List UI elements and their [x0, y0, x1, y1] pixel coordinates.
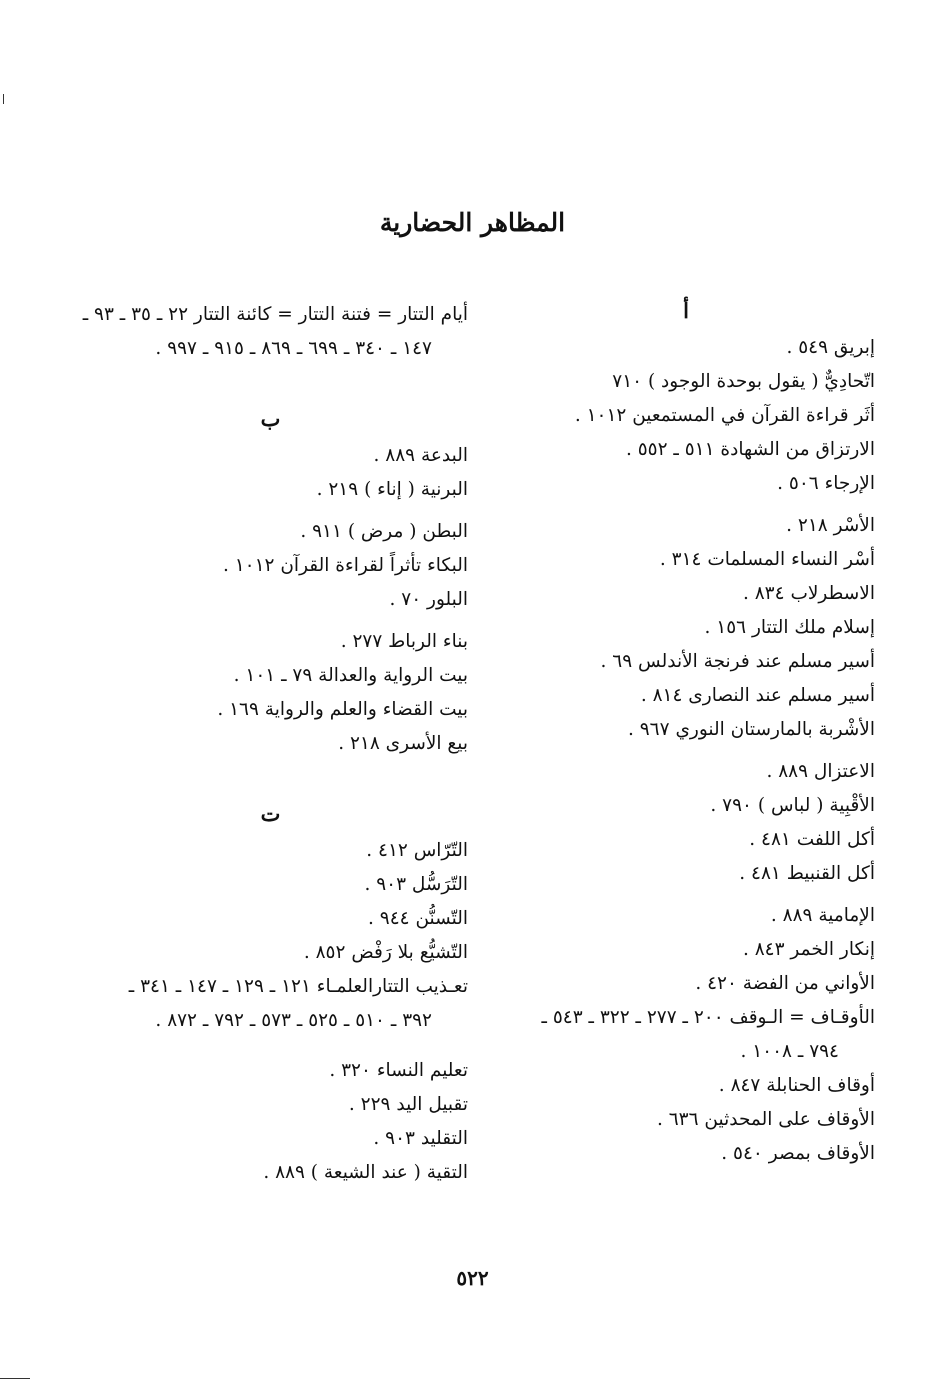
index-entry: بيت القضاء والعلم والرواية ١٦٩ . [217, 699, 468, 720]
section-letter-ba: ب [260, 406, 281, 431]
index-entry: اتّحادِيٌّ ( يقول بوحدة الوجود ) ٧١٠ [612, 371, 875, 392]
index-entry: أكل اللفت ٤٨١ . [749, 829, 875, 850]
page-number: ٥٢٢ [456, 1266, 489, 1290]
scan-mark [3, 94, 4, 104]
index-entry: تقبيل اليد ٢٢٩ . [348, 1094, 468, 1115]
index-entry: الأوقاف بمصر ٥٤٠ . [721, 1143, 875, 1164]
section-letter-alef: أ [683, 298, 689, 323]
index-entry: أسْر النساء المسلمات ٣١٤ . [659, 549, 875, 570]
index-entry: بيت الرواية والعدالة ٧٩ ـ ١٠١ . [233, 665, 468, 686]
index-entry: الإمامية ٨٨٩ . [770, 905, 875, 926]
index-entry: التقية ( عند الشيعة ) ٨٨٩ . [263, 1162, 468, 1183]
index-entry: أثَر قراءة القرآن في المستمعين ١٠١٢ . [574, 405, 875, 426]
index-entry: الأوقاف على المحدثين ٦٣٦ . [656, 1109, 875, 1130]
index-entry-continuation: ١٤٧ ـ ٣٤٠ ـ ٦٩٩ ـ ٨٦٩ ـ ٩١٥ ـ ٩٩٧ . [155, 338, 432, 359]
scan-mark [0, 1378, 30, 1379]
index-entry: البرنية ( إناء ) ٢١٩ . [316, 479, 468, 500]
index-entry: التّسنُّن ٩٤٤ . [368, 908, 468, 929]
index-entry: بيع الأسرى ٢١٨ . [338, 733, 468, 754]
index-entry: التّشيُّع بلا رَفْض ٨٥٢ . [303, 942, 468, 963]
index-entry: أسير مسلم عند النصارى ٨١٤ . [640, 685, 875, 706]
index-entry: البكاء تأثراً لقراءة القرآن ١٠١٢ . [222, 555, 468, 576]
index-entry: إسلام ملك التتار ١٥٦ . [704, 617, 875, 638]
index-column-left [73, 298, 468, 1190]
index-entry: أكل القنبيط ٤٨١ . [739, 863, 875, 884]
index-entry: بناء الرباط ٢٧٧ . [340, 631, 468, 652]
index-entry: البطن ( مرض ) ٩١١ . [300, 521, 468, 542]
index-entry-continuation: ٧٩٤ ـ ١٠٠٨ . [740, 1041, 839, 1062]
index-entry: تعليم النساء ٣٢٠ . [329, 1060, 468, 1081]
index-entry: الإرجاء ٥٠٦ . [777, 473, 875, 494]
index-entry: التقليد ٩٠٣ . [373, 1128, 468, 1149]
index-entry: التّرّاس ٤١٢ . [366, 840, 468, 861]
index-entry: البلور ٧٠ . [389, 589, 468, 610]
index-entry: إبريق ٥٤٩ . [786, 337, 875, 358]
index-entry: الارتزاق من الشهادة ٥١١ ـ ٥٥٢ . [625, 439, 875, 460]
index-entry: إنكار الخمر ٨٤٣ . [742, 939, 875, 960]
index-entry: الأواني من الفضة ٤٢٠ . [695, 973, 875, 994]
index-column-right [495, 298, 875, 1171]
index-entry: الأوقـاف = الـوقف ٢٠٠ ـ ٢٧٧ ـ ٣٢٢ ـ ٥٤٣ ـ [541, 1007, 875, 1028]
index-entry: أسير مسلم عند فرنجة الأندلس ٦٩ . [600, 651, 875, 672]
index-entry: الاعتزال ٨٨٩ . [766, 761, 875, 782]
index-entry: تعـذيب التتارالعلمـاء ١٢١ ـ ١٢٩ ـ ١٤٧ ـ ٣٤١ ـ [128, 976, 468, 997]
index-entry: الأسْر ٢١٨ . [786, 515, 875, 536]
index-entry: الاسطرلاب ٨٣٤ . [742, 583, 875, 604]
index-entry: أيام التتار = فتنة التتار = كائنة التتار ٢٢ ـ ٣٥ ـ ٩٣ ـ [82, 304, 468, 325]
index-entry: الأقْبِية ( لباس ) ٧٩٠ . [710, 795, 875, 816]
section-letter-ta: ت [260, 801, 281, 826]
index-entry: البدعة ٨٨٩ . [373, 445, 468, 466]
index-entry: الأشْربة بالمارستان النوري ٩٦٧ . [627, 719, 875, 740]
index-entry: أوقاف الحنابلة ٨٤٧ . [718, 1075, 875, 1096]
index-entry-continuation: ٣٩٢ ـ ٥١٠ ـ ٥٢٥ ـ ٥٧٣ ـ ٧٩٢ ـ ٨٧٢ . [155, 1010, 432, 1031]
index-entry: التّرَسُّل ٩٠٣ . [364, 874, 468, 895]
page-title: المظاهر الحضارية [379, 208, 566, 237]
